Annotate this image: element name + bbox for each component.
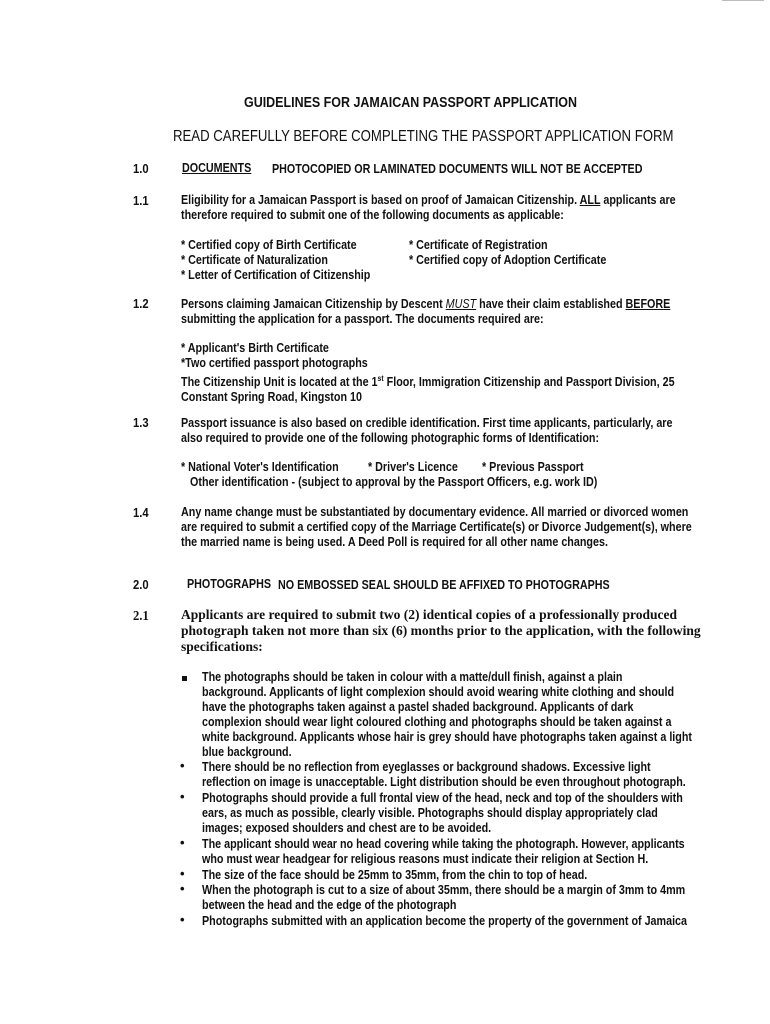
list-item: *Two certified passport photographs [181,356,368,370]
bullet-dot-icon: • [180,758,185,773]
section-1-3-text [181,416,672,446]
text-line: The size of the face should be 25mm to 35mm, from the chin to top of head. [202,868,588,882]
section-number: 1.0 [133,162,149,176]
text-run: Floor, Immigration Citizenship and Passport Division, 25 [383,375,675,390]
bullet-dot-icon: • [180,866,185,881]
bullet-dot-icon: • [180,835,185,850]
documents-list-right [409,238,606,268]
list-item: * Certificate of Naturalization [181,253,328,267]
text-run: The Citizenship Unit is located at the 1 [181,375,378,390]
text-line: reflection on image is unacceptable. Light distribution should be even throughout photograph. [202,775,686,789]
list-item: * Certified copy of Birth Certificate [181,238,357,252]
text-line: the married name is being used. A Deed Poll is required for all other name changes. [181,535,608,549]
section-1-4-text [181,505,692,550]
section-number: 1.4 [133,506,149,520]
section-number: 2.0 [133,578,149,592]
text-line: also required to provide one of the following photographic forms of Identification: [181,431,600,445]
bullet-dot-icon: • [180,789,185,804]
documents-list-left [181,238,370,283]
photographs-note: NO EMBOSSED SEAL SHOULD BE AFFIXED TO PHOTOGRAPHS [278,578,610,592]
id-option: * National Voter's Identification [181,460,339,474]
text-line: therefore required to submit one of the following documents as applicable: [181,208,564,222]
list-item: * Applicant's Birth Certificate [181,341,329,355]
page-subtitle: READ CAREFULLY BEFORE COMPLETING THE PASSPORT APPLICATION FORM [173,128,674,145]
text-line [181,193,676,208]
text-line: photograph taken not more than six (6) months prior to the application, with the following [181,623,701,638]
text-line: blue background. [202,745,292,759]
id-option: * Previous Passport [482,460,584,474]
descent-requirements [181,341,675,405]
bullet-dot-icon: • [180,881,185,896]
text-run: have their claim established [479,297,623,311]
text-line: Photographs submitted with an application become the property of the government of Jamaica [202,914,688,928]
page-title: GUIDELINES FOR JAMAICAN PASSPORT APPLICATION [244,95,578,111]
text-line: Constant Spring Road, Kingston 10 [181,390,362,405]
photo-spec-bullet [202,883,685,913]
photo-spec-bullet [202,837,685,867]
photo-spec-bullet [202,868,587,883]
photographs-heading: PHOTOGRAPHS [187,577,272,591]
emphasis-must: MUST [445,297,477,311]
list-item: * Letter of Certification of Citizenship [181,268,371,282]
section-number: 1.3 [133,416,149,430]
section-number: 1.1 [133,194,149,208]
text-line [181,297,670,312]
text-line: Applicants are required to submit two (2) identical copies of a professionally produced [181,607,678,622]
photo-spec-bullet [202,670,692,760]
documents-note: PHOTOCOPIED OR LAMINATED DOCUMENTS WILL NOT BE ACCEPTED [272,162,643,176]
text-line: ears, as much as possible, clearly visible. Photographs should display appropriately clad [202,806,658,820]
text-line: Any name change must be substantiated by documentary evidence. All married or divorced women [181,505,689,519]
bullet-dot-icon: • [180,912,185,927]
citizenship-unit-address [181,371,675,390]
ordinal-suffix: st [377,374,384,383]
documents-heading: DOCUMENTS [182,161,252,175]
text-line: who must wear headgear for religious reasons must indicate their religion at Section H. [202,852,649,866]
photo-spec-bullet [202,791,683,836]
text-line: white background. Applicants whose hair is grey should have photographs taken against a light [202,730,693,744]
text-line: Passport issuance is also based on credible identification. First time applicants, particularly, are [181,416,673,430]
text-line: have the photographs taken against a pastel shaded background. Applicants of dark [202,700,634,714]
section-2-1-text [181,607,701,655]
text-run: applicants are [603,193,676,207]
section-heading-documents [182,161,251,176]
section-number: 2.1 [133,609,149,624]
text-line: The applicant should wear no head covering while taking the photograph. However, applicants [202,837,685,851]
text-run: Eligibility for a Jamaican Passport is based on proof of Jamaican Citizenship. [181,193,578,207]
text-line: images; exposed shoulders and chest are to be avoided. [202,821,492,835]
emphasis-before: BEFORE [625,297,671,311]
text-line: Photographs should provide a full frontal view of the head, neck and top of the shoulders with [202,791,683,805]
id-option: * Driver's Licence [368,460,458,474]
text-line: The photographs should be taken in colour with a matte/dull finish, against a plain [202,670,623,684]
text-line: specifications: [181,639,263,654]
text-line: are required to submit a certified copy of the Marriage Certificate(s) or Divorce Judgement(s), where [181,520,692,534]
scan-edge-mark [722,0,764,1]
section-1-2-text [181,297,670,327]
emphasis-all: ALL [579,193,601,207]
section-number: 1.2 [133,297,149,311]
photo-spec-bullet [202,760,686,790]
photo-spec-bullet [202,914,687,929]
text-line: background. Applicants of light complexion should avoid wearing white clothing and should [202,685,675,699]
text-line: submitting the application for a passport. The documents required are: [181,312,544,326]
text-line: There should be no reflection from eyeglasses or background shadows. Excessive light [202,760,651,774]
text-line: When the photograph is cut to a size of about 35mm, there should be a margin of 3mm to 4mm [202,883,686,897]
section-1-1-text [181,193,676,223]
list-item: * Certified copy of Adoption Certificate [409,253,607,267]
text-run: Persons claiming Jamaican Citizenship by Descent [181,297,443,311]
text-line: between the head and the edge of the photograph [202,898,457,912]
other-identification: Other identification - (subject to approval by the Passport Officers, e.g. work ID) [190,475,598,489]
text-line: complexion should wear light coloured clothing and photographs should be taken against a [202,715,672,729]
list-item: * Certificate of Registration [409,238,548,252]
